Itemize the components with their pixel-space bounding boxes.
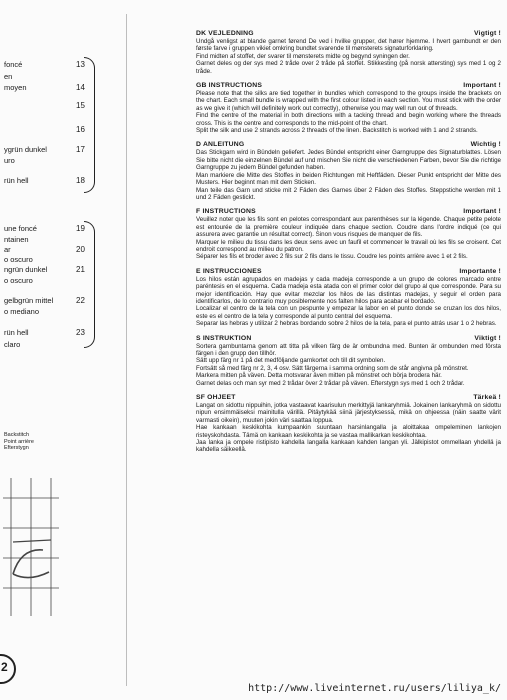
section-tag: Important ! xyxy=(463,82,501,90)
instruction-section xyxy=(196,30,501,75)
section-paragraph: Please note that the silks are tied together in bundles which correspond to the groups inside the brackets on the chart. Each small bundle is wrapped with the first colour listed in each section. You must stick with the order as we give it (which will definitely work out correctly), otherwise you may well run out of threads. xyxy=(196,90,501,112)
color-key-column xyxy=(0,0,125,700)
instruction-section xyxy=(196,141,501,201)
section-title: DK VEJLEDNING xyxy=(196,30,254,37)
section-tag: Important ! xyxy=(463,208,501,216)
color-key-name: rün hell xyxy=(4,328,29,337)
instruction-section xyxy=(196,394,501,454)
color-key-name: ygrün dunkel xyxy=(4,145,47,154)
color-key-name: gelbgrün mittel xyxy=(4,296,54,305)
color-key-name: claro xyxy=(4,340,21,349)
color-key-number: 20 xyxy=(76,245,85,254)
section-paragraph: Marquer le milieu du tissu dans les deux sens avec un faufil et commencer le travail où les fils se croisent. Cet endroit correspond au milieu du patron. xyxy=(196,238,501,253)
color-key-name: moyen xyxy=(4,83,27,92)
color-key-name: o mediano xyxy=(4,307,40,316)
color-key-number: 23 xyxy=(76,328,85,337)
group-bracket xyxy=(84,57,95,193)
instruction-section xyxy=(196,208,501,260)
color-key-name: ar xyxy=(4,245,11,254)
color-key-number: 22 xyxy=(76,296,85,305)
color-key-number: 15 xyxy=(76,101,85,110)
section-paragraph: Veuillez noter que les fils sont en pelotes correspondant aux parenthèses sur la légende. Chaque petite pelote est entourée de la première couleur indiquée dans chaque section. Coudre dans l'ordre indiqué (ce qui assurera avec garantie un résultat correct). Sinon vous risques de manquer de fils. xyxy=(196,216,501,239)
instruction-section xyxy=(196,335,501,387)
section-tag: Tärkeä ! xyxy=(473,394,501,402)
section-tag: Wichtig ! xyxy=(470,141,501,149)
section-paragraph: Sätt upp färg nr 1 på det medföljande garnkortet och till dit symbolen. xyxy=(196,357,386,365)
section-paragraph: Man markiere die Mitte des Stoffes in beiden Richtungen mit Heftfäden. Dieser Punkt entspricht der Mitte des Musters. Hier beginnt man mit dem Sticken. xyxy=(196,171,501,187)
section-paragraph: Markera mitten på väven. Detta motsvarar även mitten på mönstret och börja brodera här. xyxy=(196,372,442,380)
section-title: GB INSTRUCTIONS xyxy=(196,82,263,90)
section-paragraph: Localizar el centro de la tela con un pespunte y empezar la labor en el punto donde se cruzan los dos hilos, este es el centro de la tela y corresponde al punto central del esquema. xyxy=(196,305,501,320)
section-title: SF OHJEET xyxy=(196,394,236,402)
color-key-number: 14 xyxy=(76,83,85,92)
section-paragraph: Split the silk and use 2 strands across 2 threads of the linen. Backstitch is worked with 1 and 2 strands. xyxy=(196,127,478,135)
section-header xyxy=(196,394,501,402)
section-paragraph: Man teile das Garn und sticke mit 2 Fäden des Garnes über 2 Fäden des Stoffes. Steppstiche werden mit 1 und 2 Fäden gestickt. xyxy=(196,186,501,201)
section-tag: Vigtigt ! xyxy=(474,30,501,37)
instruction-section xyxy=(196,268,501,328)
stitch-label-line: Efterstygn xyxy=(4,445,29,451)
backstitch-diagram xyxy=(3,478,59,616)
color-key-number: 18 xyxy=(76,176,85,185)
page-number: 2 xyxy=(1,660,8,674)
group-bracket xyxy=(84,221,95,348)
section-paragraph: Sortera garnbuntarna genom att titta på vilken färg de är ombundna med. Bunten är ombunden med första färgen i den grupp den tillhör. xyxy=(196,342,501,357)
section-tag: Importante ! xyxy=(459,267,501,275)
section-header xyxy=(196,268,501,276)
section-paragraph: Fortsätt så med färg nr 2, 3, 4 osv. Sätt färgerna i samma ordning som de står angivna på mönstret. xyxy=(196,364,469,372)
color-key-number: 16 xyxy=(76,125,85,134)
color-key-name: o oscuro xyxy=(4,255,33,264)
section-tag: Viktigt ! xyxy=(474,334,501,342)
color-key-name: uro xyxy=(4,156,15,165)
color-key-name: ntainen xyxy=(4,235,29,244)
source-url[interactable]: http://www.liveinternet.ru/users/liliya_k/ xyxy=(248,683,501,694)
section-title: F INSTRUCTIONS xyxy=(196,208,256,216)
section-header xyxy=(196,82,501,90)
color-key-name: foncé xyxy=(4,60,23,69)
color-key-number: 19 xyxy=(76,224,85,233)
section-title: E INSTRUCCIONES xyxy=(196,267,262,275)
section-paragraph: Jaa lanka ja ompele ristipisto kahdella langalla kankaan kahden langan yli. Jälkipistot ommellaan yhdellä ja kahdella säikeellä. xyxy=(196,439,501,454)
instruction-section xyxy=(196,82,501,134)
section-header xyxy=(196,30,501,38)
section-paragraph: Undgå venligst at blande garnet førend De ved i hvilke grupper, det hører hjemme. I hvert garnbundt er den første farve i gruppen vikiet omkring bundtet svarende til mønsterets signaturforklaring. xyxy=(196,38,501,53)
section-paragraph: Langat on sidottu nippuihin, jotka vastaavat kaarisulun merkittyjä lankaryhmiä. Jokainen lankaryhmä on sidottu nipun ensimmäiseksi mainitulla värillä. Pitäytykää siinä järjestyksessä, mikä on ohjeessa (näin saatte värit varmasti oikein), muuten jokin väri saattaa loppua. xyxy=(196,402,501,424)
section-title: S INSTRUKTION xyxy=(196,334,252,342)
section-paragraph: Garnet delas och man syr med 2 trådar över 2 trådar på väven. Efterstygn sys med 1 och 2 trådar. xyxy=(196,379,465,387)
section-paragraph: Séparer les fils et broder avec 2 fils sur 2 fils dans le tissu. Coudre les points arrière avec 1 et 2 fils. xyxy=(196,253,468,261)
stitch-label-line: Point arrière xyxy=(4,438,34,445)
section-header xyxy=(196,208,501,216)
color-key-name: une foncé xyxy=(4,224,37,233)
color-key-name: ngrün dunkel xyxy=(4,265,48,274)
section-paragraph: Hae kankaan keskikohta kumpaankin suuntaan harsinlangalla ja aloittakaa ompeleminen lankojen risteyskohdasta. Tämä on kankaan keskikohta ja se vastaa mallikarkan keskikohtaa. xyxy=(196,424,501,439)
stitch-legend xyxy=(4,432,34,452)
section-title: D ANLEITUNG xyxy=(196,141,245,149)
section-paragraph: Find the centre of the material in both directions with a tacking thread and begin working where the threads cross. This is the centre and corresponds to the mid-point of the chart. xyxy=(196,112,501,127)
instructions-column xyxy=(196,30,501,461)
section-paragraph: Find midten af stoffet, der svarer til mønsterets midte og begynd syningen der. xyxy=(196,52,410,60)
color-key-number: 21 xyxy=(76,265,85,274)
section-paragraph: Separar las hebras y utilizar 2 hebras bordando sobre 2 hilos de la tela, para el punto atrás usar 1 o 2 hebras. xyxy=(196,320,497,328)
color-key-name: rün hell xyxy=(4,176,29,185)
section-paragraph: Los hilos están agrupados en madejas y cada madeja corresponde a un grupo de colores marcado entre paréntesis en el esquema. Cada madeja esta atada con el primer color del grupo al que corresponde. Para su mejor identificación. Hay que evitar mezclar los hilos de las distintas madejas, y seguir el orden para identificarlos, de lo contrario muy posiblemente nos falten hilos para acabar el bordado. xyxy=(196,275,501,305)
section-paragraph: Das Stickgarn wird in Bündeln geliefert. Jedes Bündel entspricht einer Garngruppe des Signaturblattes. Lösen Sie bitte nicht die einzelnen Bündel auf und mischen Sie nicht die verschiedenen Farben, bevor Sie die richtige Garngruppe zu jedem Bündel gefunden haben. xyxy=(196,149,501,172)
color-key-name: en xyxy=(4,72,13,81)
section-paragraph: Garnet deles og der sys med 2 tråde over 2 tråde på stoffet. Stikkesting (på norsk attersting) sys med 1 og 2 tråde. xyxy=(196,60,501,75)
color-key-number: 13 xyxy=(76,60,85,69)
color-key-name: o oscuro xyxy=(4,276,33,285)
stitch-label-line: Backstitch xyxy=(4,432,30,438)
section-header xyxy=(196,335,501,343)
fold-line xyxy=(126,14,127,686)
color-key-number: 17 xyxy=(76,145,85,154)
section-header xyxy=(196,141,501,149)
